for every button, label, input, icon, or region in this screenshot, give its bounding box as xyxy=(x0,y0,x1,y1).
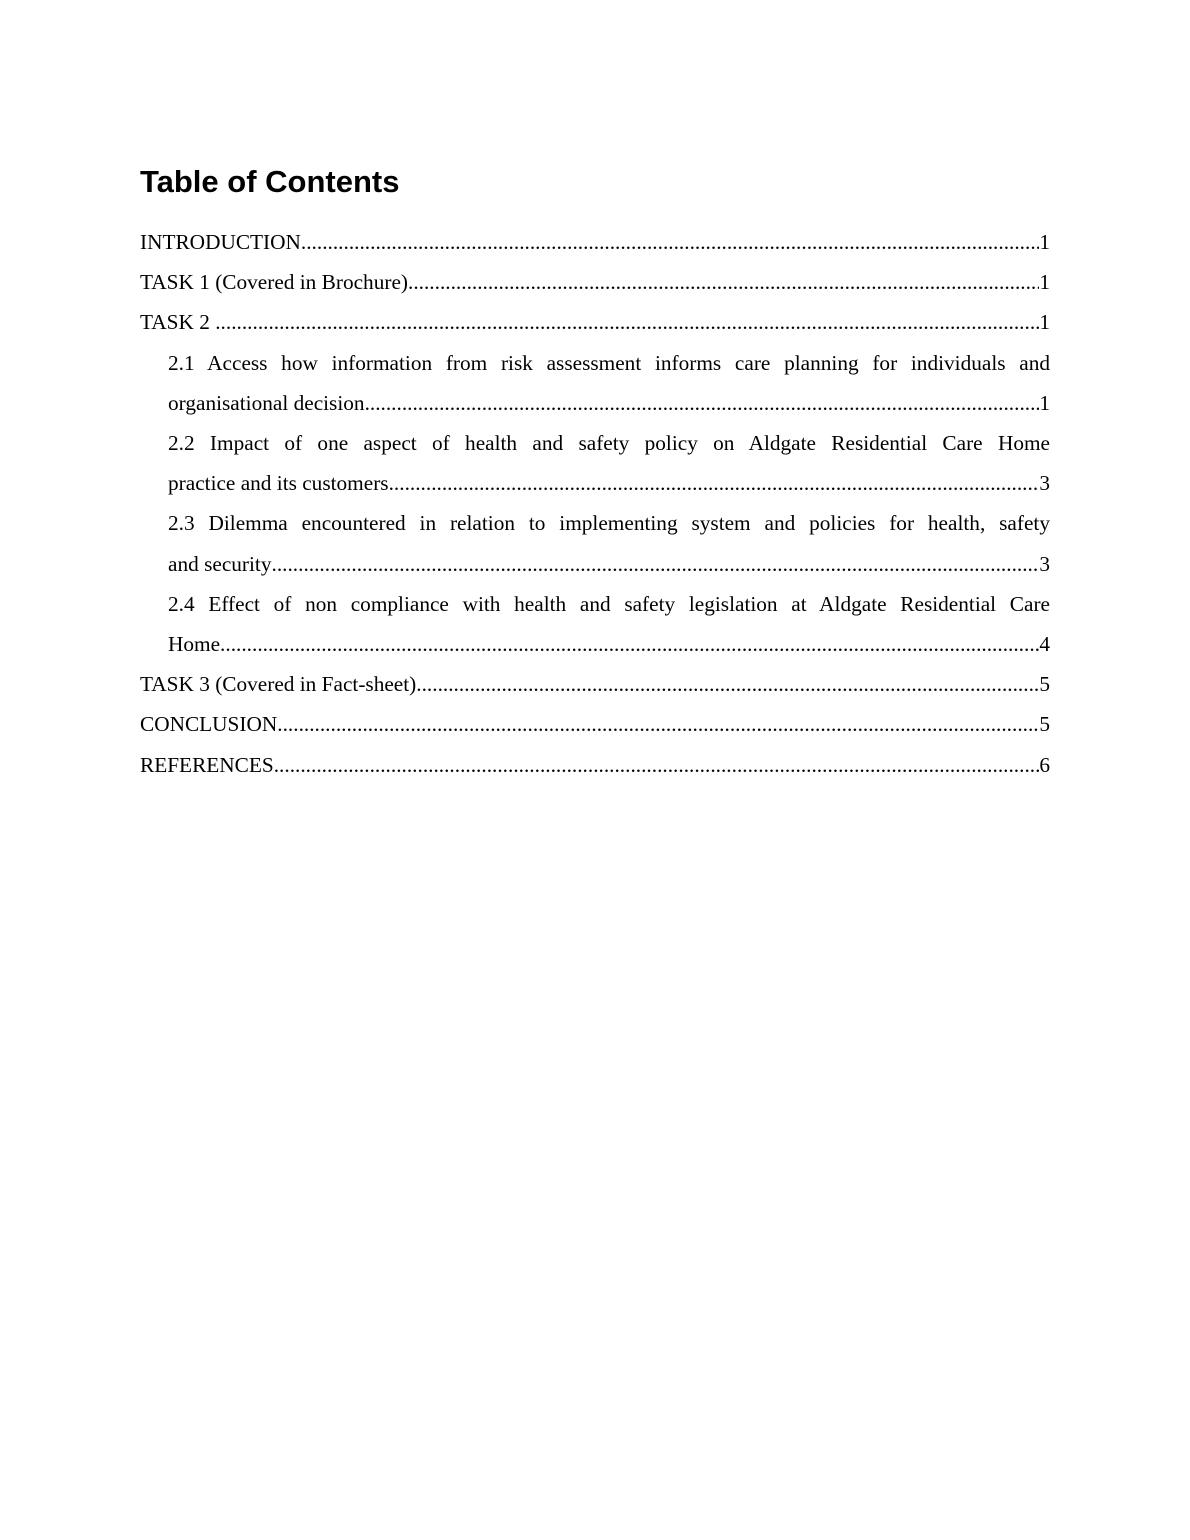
toc-entry-line xyxy=(168,624,1050,664)
toc-entry-text: TASK 3 (Covered in Fact-sheet) xyxy=(140,672,417,697)
toc-entry-text: TASK 2 xyxy=(140,310,216,335)
toc-entry-2-2[interactable] xyxy=(140,423,1050,503)
toc-page-number: 4 xyxy=(1039,632,1050,657)
toc-entry-task-1[interactable] xyxy=(140,262,1050,302)
toc-entry-text: practice and its customers xyxy=(168,471,389,496)
toc-entry-text: 2.4 Effect of non compliance with health and safety legislation at Aldgate Residential Care xyxy=(168,591,1050,616)
toc-entry-2-1[interactable] xyxy=(140,343,1050,423)
toc-entry-text: INTRODUCTION xyxy=(140,230,301,254)
toc-page-number: 1 xyxy=(1039,390,1050,415)
toc-entry-text: Home xyxy=(168,632,221,657)
toc-entry-task-2[interactable] xyxy=(140,302,1050,342)
toc-entry-task-3[interactable] xyxy=(140,664,1050,704)
toc-entry-references[interactable] xyxy=(140,745,1050,785)
toc-entry-text: REFERENCES xyxy=(140,752,274,777)
toc-page-number: 1 xyxy=(1039,270,1050,295)
dot-leader xyxy=(220,624,1039,664)
toc-page-number: 5 xyxy=(1039,672,1050,697)
toc-entry-text: 2.1 Access how information from risk assessment informs care planning for individuals and xyxy=(168,350,1050,375)
toc-title: Table of Contents xyxy=(140,164,400,199)
dot-leader xyxy=(416,664,1039,704)
toc-entry-line xyxy=(140,745,1050,785)
toc-page-number: 1 xyxy=(1039,310,1050,335)
dot-leader xyxy=(408,262,1039,302)
toc-page-number: 1 xyxy=(1039,230,1050,254)
toc-page-number: 6 xyxy=(1039,752,1050,777)
toc-entry-conclusion[interactable] xyxy=(140,704,1050,744)
toc-page-number: 3 xyxy=(1039,551,1050,576)
dot-leader xyxy=(274,745,1040,785)
dot-leader xyxy=(389,463,1040,503)
toc-entry-text: organisational decision xyxy=(168,390,365,415)
toc-entry-introduction[interactable] xyxy=(140,222,1050,262)
toc-entry-line xyxy=(140,664,1050,704)
toc-entry-line xyxy=(140,302,1050,342)
dot-leader xyxy=(215,302,1039,342)
toc-entry-text: and security xyxy=(168,551,272,576)
toc-entry-text: 2.3 Dilemma encountered in relation to implementing system and policies for health, safety xyxy=(168,511,1050,536)
toc-entry-2-4[interactable] xyxy=(140,584,1050,664)
toc-entry-text: TASK 1 (Covered in Brochure) xyxy=(140,270,408,295)
dot-leader xyxy=(277,704,1039,744)
toc-entry-line xyxy=(140,222,1050,262)
toc-list xyxy=(140,222,1050,785)
dot-leader xyxy=(365,383,1040,423)
toc-entry-line xyxy=(140,704,1050,744)
toc-entry-line xyxy=(168,383,1050,423)
toc-entry-2-3[interactable] xyxy=(140,503,1050,583)
dot-leader xyxy=(272,544,1040,584)
toc-entry-line xyxy=(168,544,1050,584)
toc-entry-line xyxy=(140,262,1050,302)
toc-entry-line xyxy=(168,463,1050,503)
toc-page-number: 5 xyxy=(1039,712,1050,737)
toc-page-number: 3 xyxy=(1039,471,1050,496)
toc-entry-text: 2.2 Impact of one aspect of health and safety policy on Aldgate Residential Care Home xyxy=(168,431,1050,456)
dot-leader xyxy=(301,222,1039,262)
toc-entry-text: CONCLUSION xyxy=(140,712,278,737)
